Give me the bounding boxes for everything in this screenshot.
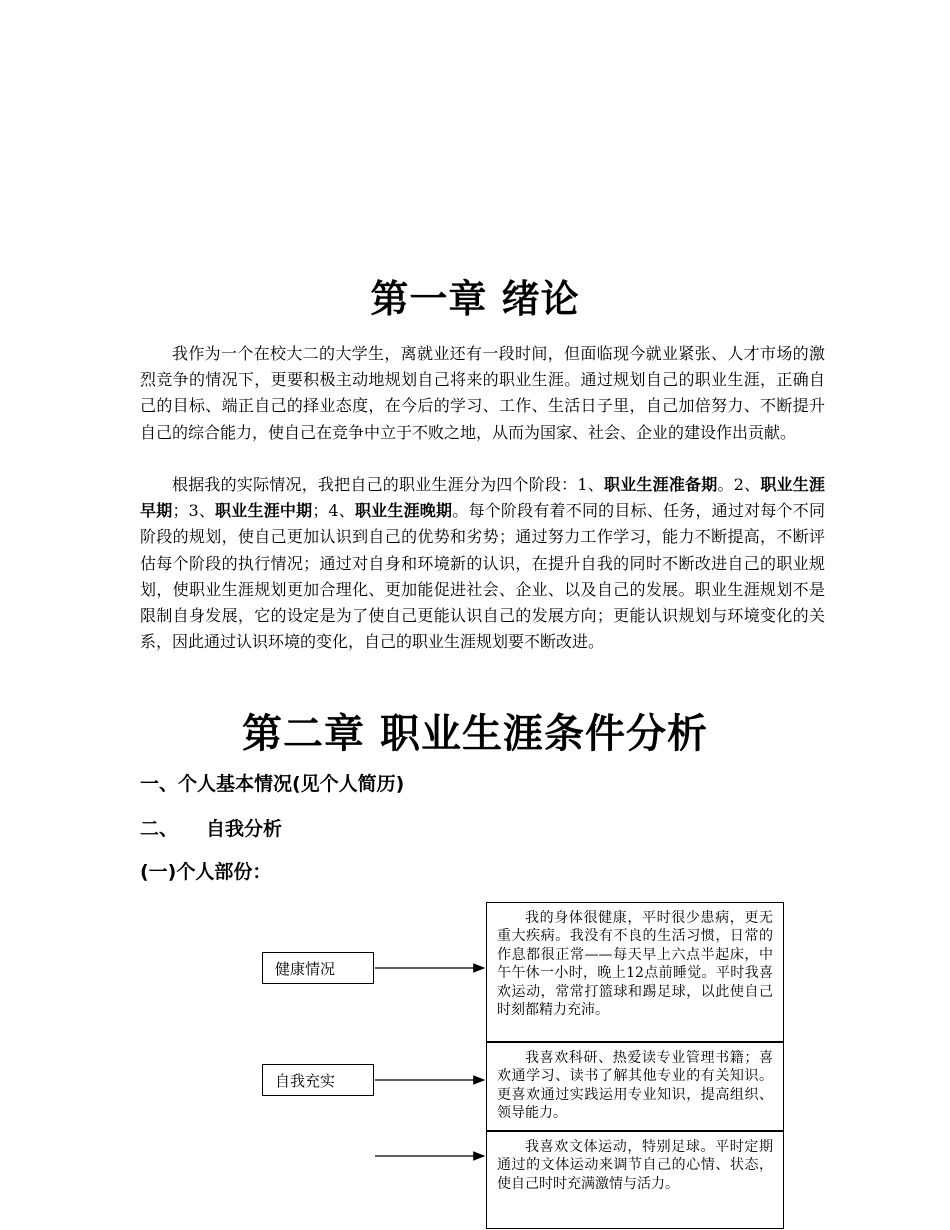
chapter2-title: 第二章 职业生涯条件分析 (242, 711, 708, 757)
health-label-box: 健康情况 (262, 952, 374, 984)
chapter1-title: 第一章 绪论 (370, 277, 580, 321)
stage3-label: 职业生涯中期 (215, 501, 313, 521)
sports-description-box: 我喜欢文体运动，特别足球。平时定期通过的文体运动来调节自己的心情、状态，使自己时时充满激情与活力。 (486, 1131, 784, 1229)
stage2-label: 职业生涯早期 (140, 475, 825, 521)
self-improvement-label-box: 自我充实 (262, 1064, 374, 1096)
p2-intro: 根据我的实际情况，我把自己的职业生涯分为四个阶段：1、 (172, 475, 604, 494)
stage4-label: 职业生涯晚期 (354, 501, 453, 521)
section-self-analysis-heading (140, 814, 282, 841)
p2-rest: 。每个阶段有着不同的目标、任务，通过对每个不同阶段的规划，使自己更加认识到自己的优势和劣势；通过努力工作学习，能力不断提高，不断评估每个阶段的执行情况；通过对自身和环境新的认识，在提升自我的同时不断改进自己的职业规划，使职业生涯规划更加合理化、更加能促进社会、企业、以及自己的发展。职业生涯规划不是限制自身发展，它的设定是为了使自己更能认识自己的发展方向；更能认识规划与环境变化的关系，因此通过认识环境的变化，自己的职业生涯规划要不断改进。 (140, 501, 825, 652)
health-description-box: 我的身体很健康，平时很少患病，更无重大疾病。我没有不良的生活习惯，日常的作息都很正常——每天早上六点半起床，中午午休一小时，晚上12点前睡觉。平时我喜欢运动，常常打篮球和踢足球，以此使自己时刻都精力充沛。 (486, 902, 784, 1042)
section-number: 二、 (140, 818, 179, 840)
p2-sep3: ；4、 (312, 501, 355, 521)
chapter1-paragraph2 (140, 472, 825, 655)
p2-sep1: 。2、 (717, 475, 761, 494)
p2-sep2: ；3、 (172, 501, 216, 521)
self-improvement-description-box: 我喜欢科研、热爱读专业管理书籍；喜欢通学习、读书了解其他专业的有关知识。更喜欢通过实践运用专业知识，提高组织、领导能力。 (486, 1042, 784, 1131)
subsection-personal-heading: (一)个人部份： (140, 861, 272, 883)
section-title: 自我分析 (206, 818, 283, 840)
stage1-label: 职业生涯准备期 (603, 475, 718, 494)
chapter1-paragraph1: 我作为一个在校大二的大学生，离就业还有一段时间，但面临现今就业紧张、人才市场的激烈竞争的情况下，更要积极主动地规划自己将来的职业生涯。通过规划自己的职业生涯，正确自己的目标、端正自己的择业态度，在今后的学习、工作、生活日子里，自己加倍努力、不断提升自己的综合能力，使自己在竞争中立于不败之地，从而为国家、社会、企业的建设作出贡献。 (140, 344, 825, 442)
section-basic-info-heading: 一、个人基本情况(见个人简历) (140, 773, 405, 795)
